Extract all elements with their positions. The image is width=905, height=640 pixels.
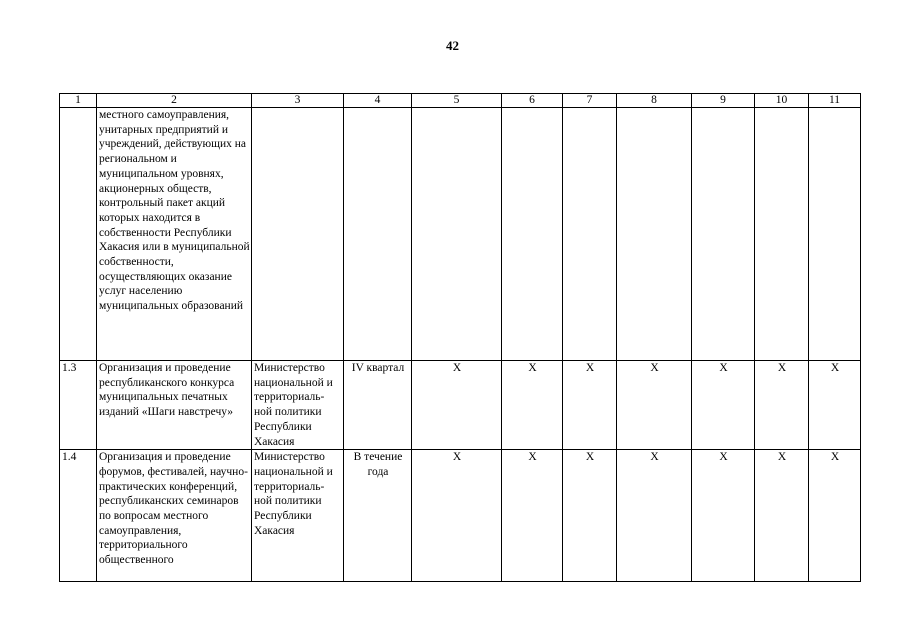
column-header: 3 — [252, 94, 344, 108]
plan-table — [59, 93, 861, 582]
activity-cell: Организация и проведение форумов, фестивалей, научно-практических конференций, республиканских семинаров по вопросам местного самоуправления, территориального общественного — [97, 450, 252, 582]
column-header: 2 — [97, 94, 252, 108]
table-cell — [692, 108, 755, 361]
column-header: 9 — [692, 94, 755, 108]
column-header: 5 — [412, 94, 502, 108]
table-cell: Х — [412, 361, 502, 450]
table-cell — [502, 108, 563, 361]
table-cell — [809, 108, 861, 361]
table-cell: Х — [617, 450, 692, 582]
table-cell — [617, 108, 692, 361]
column-header: 1 — [60, 94, 97, 108]
column-header: 7 — [563, 94, 617, 108]
column-header: 8 — [617, 94, 692, 108]
table-cell — [412, 108, 502, 361]
deadline-cell: IV квартал — [344, 361, 412, 450]
table-cell: Х — [617, 361, 692, 450]
column-header: 4 — [344, 94, 412, 108]
activity-cell: Организация и проведение республиканского конкурса муниципальных печатных изданий «Шаги навстречу» — [97, 361, 252, 450]
table-cell: Х — [755, 361, 809, 450]
table-cell — [755, 108, 809, 361]
table-cell: Х — [563, 450, 617, 582]
column-header: 11 — [809, 94, 861, 108]
table-cell: Х — [502, 450, 563, 582]
deadline-cell — [344, 108, 412, 361]
page-number: 42 — [446, 38, 459, 53]
executor-cell: Министерство национальной и территориаль-ной политики Республики Хакасия — [252, 450, 344, 582]
column-header: 10 — [755, 94, 809, 108]
table-cell: Х — [692, 361, 755, 450]
executor-cell: Министерство национальной и территориаль-ной политики Республики Хакасия — [252, 361, 344, 450]
table-row — [60, 450, 861, 582]
table-header-row — [60, 94, 861, 108]
table-cell: Х — [412, 450, 502, 582]
item-number-cell: 1.3 — [60, 361, 97, 450]
table-cell: Х — [502, 361, 563, 450]
deadline-cell: В течение года — [344, 450, 412, 582]
table-row — [60, 108, 861, 361]
activity-cell: местного самоуправления, унитарных предприятий и учреждений, действующих на региональном и муниципальном уровнях, акционерных обществ, контрольный пакет акций которых находится в собственности Республики Хакасия или в муниципальной собственности, осуществляющих оказание услуг населению муниципальных образований — [97, 108, 252, 361]
item-number-cell: 1.4 — [60, 450, 97, 582]
table-cell: Х — [755, 450, 809, 582]
item-number-cell — [60, 108, 97, 361]
column-header: 6 — [502, 94, 563, 108]
table-cell: Х — [809, 450, 861, 582]
table-row — [60, 361, 861, 450]
table-cell — [563, 108, 617, 361]
table-cell: Х — [563, 361, 617, 450]
table-cell: Х — [692, 450, 755, 582]
table-cell: Х — [809, 361, 861, 450]
executor-cell — [252, 108, 344, 361]
